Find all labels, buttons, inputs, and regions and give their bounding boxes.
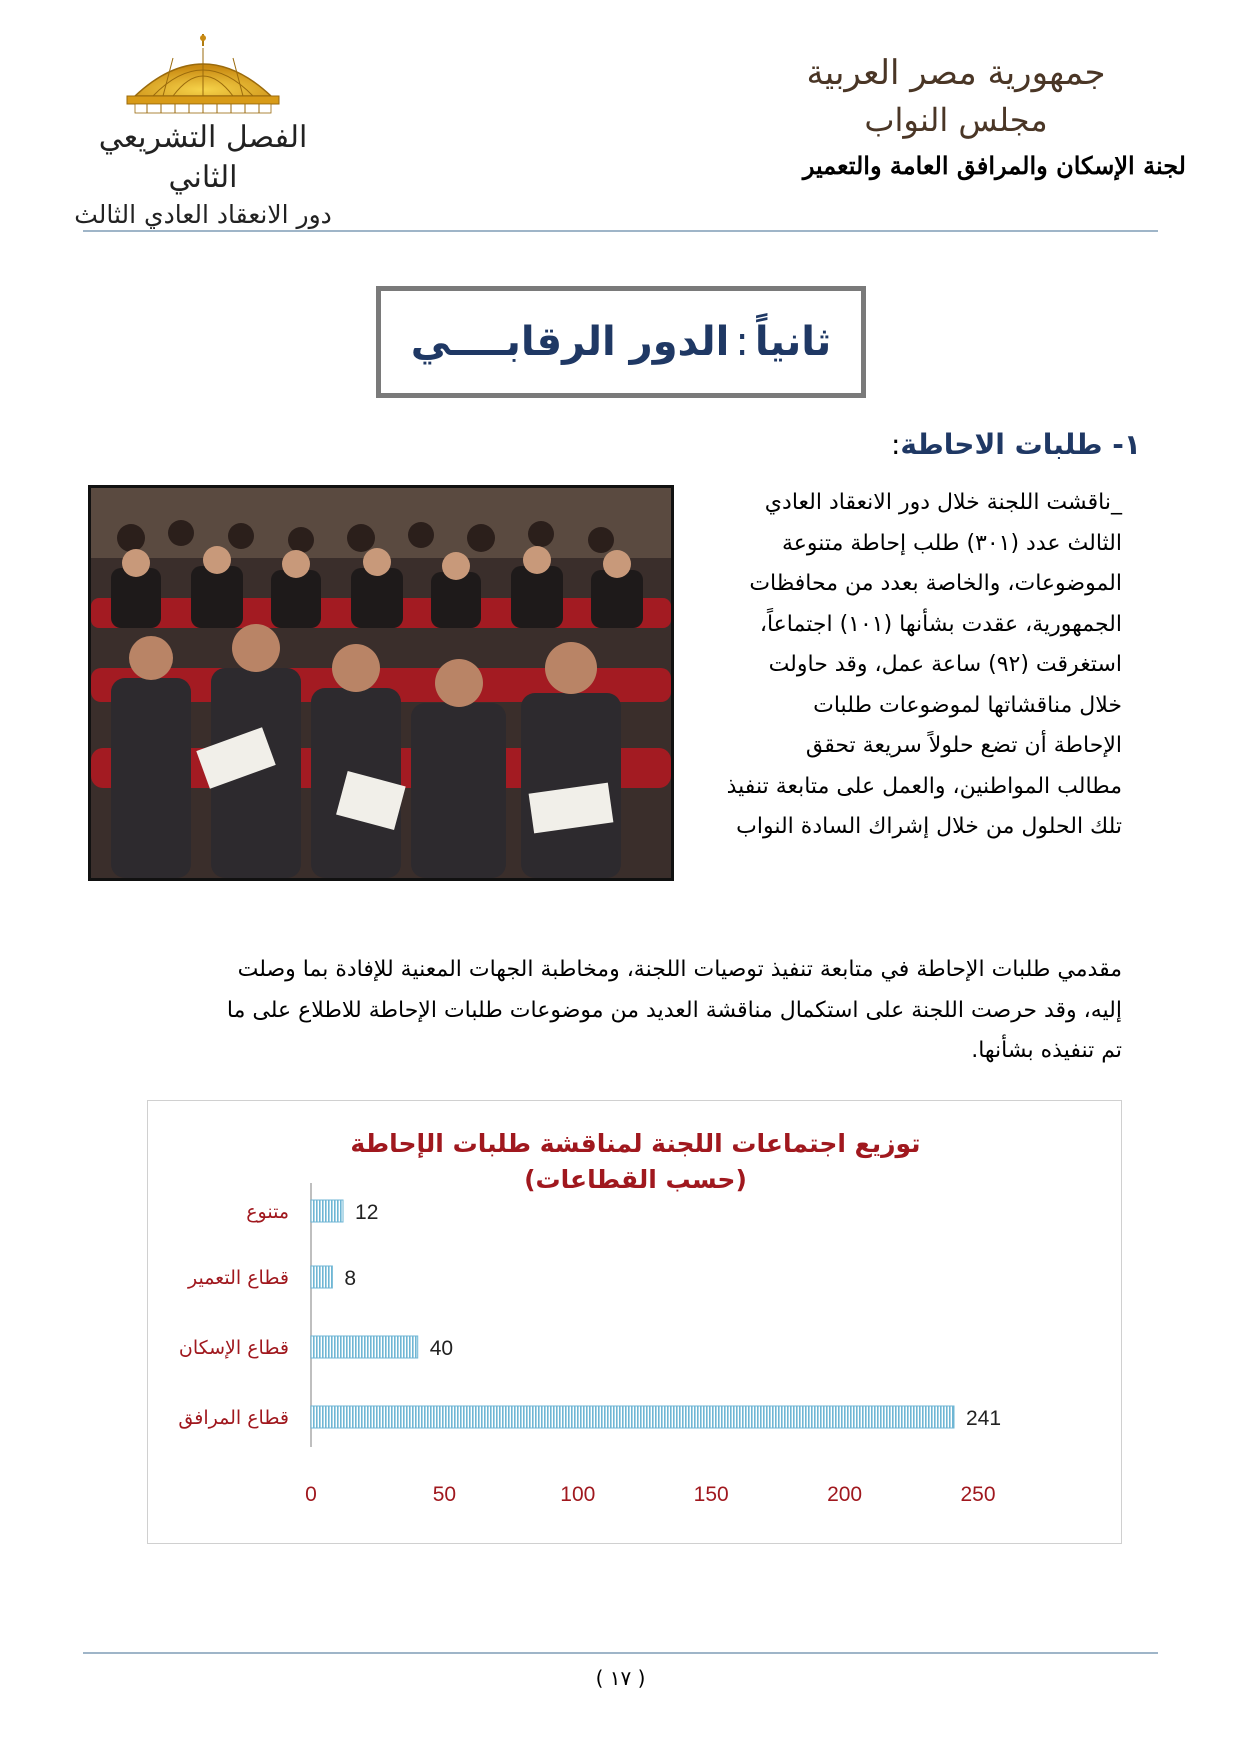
chart-value-label: 8 bbox=[344, 1267, 357, 1290]
paragraph-line: خلال مناقشاتها لموضوعات طلبات bbox=[813, 692, 1122, 718]
paragraph-line: مقدمي طلبات الإحاطة في متابعة تنفيذ توصيات اللجنة، ومخاطبة الجهات المعنية للإفادة بما وصلت bbox=[237, 957, 1122, 982]
paragraph-beside-photo bbox=[708, 483, 1122, 848]
chart-value-label: 241 bbox=[965, 1407, 1002, 1430]
title-rest: الدور الرقابــــي bbox=[410, 319, 730, 365]
header-right bbox=[766, 48, 1186, 188]
chart-bar bbox=[311, 1266, 332, 1288]
paragraph-line: استغرقت (٩٢) ساعة عمل، وقد حاولت bbox=[768, 652, 1122, 677]
paragraph-line: تلك الحلول من خلال إشراك السادة النواب bbox=[736, 814, 1122, 839]
chart-tick-label: 50 bbox=[432, 1483, 457, 1506]
session-name: دور الانعقاد العادي الثالث bbox=[74, 200, 332, 229]
chart-subtitle: (حسب القطاعات) bbox=[524, 1165, 747, 1194]
chart-tick-label: 100 bbox=[560, 1483, 596, 1506]
meeting-photo bbox=[88, 485, 674, 881]
chart-bar bbox=[311, 1336, 418, 1358]
chart-bar bbox=[311, 1406, 954, 1428]
subsection-heading-colon: : bbox=[890, 428, 901, 461]
chart-category-label: قطاع الإسكان bbox=[178, 1337, 289, 1359]
parliament-name: مجلس النواب bbox=[864, 101, 1048, 139]
header-divider bbox=[83, 230, 1158, 232]
bar-chart bbox=[147, 1100, 1122, 1544]
chart-category-label: متنوع bbox=[246, 1201, 289, 1223]
title-lead: ثانياً bbox=[754, 319, 832, 365]
chart-title: توزيع اجتماعات اللجنة لمناقشة طلبات الإحاطة bbox=[350, 1129, 921, 1158]
paragraph-line: _ناقشت اللجنة خلال دور الانعقاد العادي bbox=[764, 490, 1122, 515]
subsection-heading-text: ١- طلبات الاحاطة bbox=[900, 428, 1141, 461]
paragraph-line: الإحاطة أن تضع حلولاً سريعة تحقق bbox=[805, 733, 1122, 758]
chart-category-label: قطاع المرافق bbox=[178, 1407, 289, 1429]
page-number: ( ١٧ ) bbox=[595, 1666, 646, 1690]
republic-name: جمهورية مصر العربية bbox=[806, 53, 1106, 93]
header-left bbox=[68, 34, 338, 232]
paragraph-line: الجمهورية، عقدت بشأنها (١٠١) اجتماعاً، bbox=[759, 611, 1122, 637]
title-colon: : bbox=[735, 319, 749, 365]
paragraph-line: تم تنفيذه بشأنها. bbox=[971, 1038, 1122, 1063]
paragraph-line: إليه، وقد حرصت اللجنة على استكمال مناقشة العديد من موضوعات طلبات الإحاطة للاطلاع على ما bbox=[226, 997, 1122, 1023]
paragraph-line: مطالب المواطنين، والعمل على متابعة تنفيذ bbox=[726, 773, 1122, 799]
footer-divider bbox=[83, 1652, 1158, 1654]
chart-tick-label: 0 bbox=[305, 1483, 317, 1506]
dome-logo bbox=[113, 34, 293, 114]
chart-value-label: 40 bbox=[429, 1337, 454, 1360]
chart-tick-label: 200 bbox=[827, 1483, 863, 1506]
chart-category-label: قطاع التعمير bbox=[187, 1267, 289, 1289]
chart-value-label: 12 bbox=[355, 1201, 379, 1224]
paragraph-full-width bbox=[122, 950, 1122, 1072]
legislative-term: الفصل التشريعي الثاني bbox=[98, 120, 308, 195]
chart-tick-label: 150 bbox=[693, 1483, 729, 1506]
section-title-box bbox=[376, 286, 866, 398]
chart-tick-label: 250 bbox=[960, 1483, 996, 1506]
chart-plot bbox=[148, 1101, 1121, 1543]
chart-bar bbox=[311, 1200, 343, 1222]
committee-name: لجنة الإسكان والمرافق العامة والتعمير bbox=[802, 151, 1186, 180]
paragraph-line: الموضوعات، والخاصة بعدد من محافظات bbox=[749, 571, 1122, 596]
meeting-photo-illustration bbox=[91, 488, 671, 878]
paragraph-line: الثالث عدد (٣٠١) طلب إحاطة متنوعة bbox=[782, 530, 1122, 556]
subsection-heading bbox=[891, 428, 1141, 461]
